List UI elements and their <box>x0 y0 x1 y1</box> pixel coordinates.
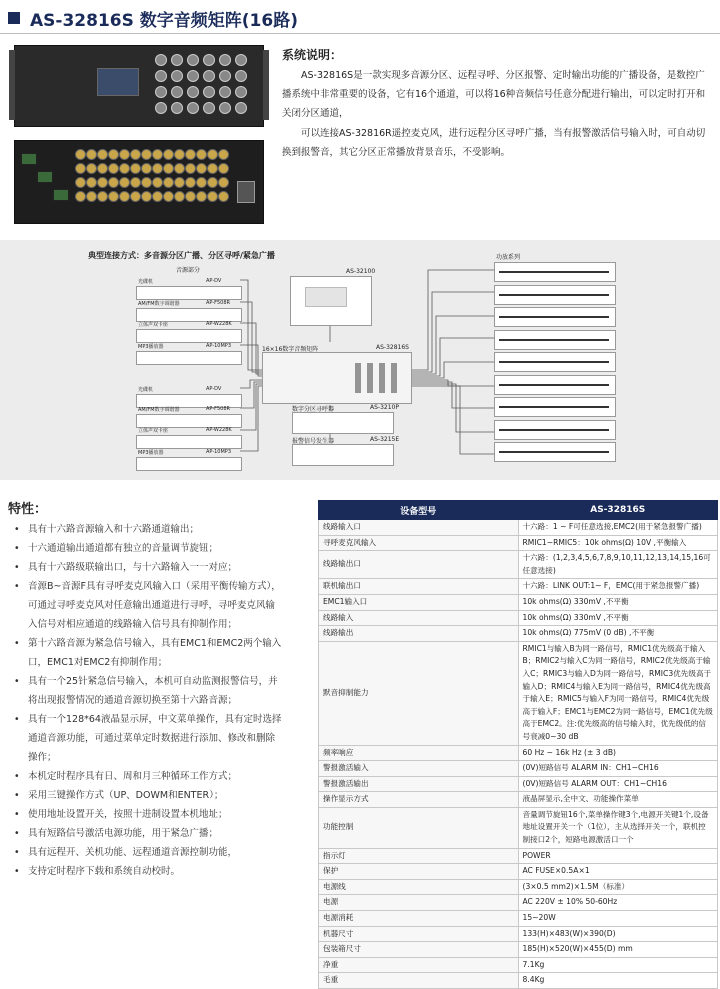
title-marker <box>8 12 20 24</box>
diagram-pager-model: AS-3210P <box>370 404 399 411</box>
device-front-image <box>14 45 264 127</box>
volume-knob-icon <box>187 70 199 82</box>
rca-jack-icon <box>75 177 86 188</box>
device-rear-image <box>14 140 264 224</box>
spec-value: 音量调节旋钮16个,菜单操作键3个,电源开关键1个,设备地址设置开关一个（1位），主从选择开关一个，联机控制接口2个，短路电源激活口一个 <box>518 807 718 848</box>
spec-value: 133(H)×483(W)×390(D) <box>518 926 718 942</box>
spec-key: 警报激活输出 <box>319 776 519 792</box>
spec-row <box>319 641 718 745</box>
spec-key: 电源 <box>319 895 519 911</box>
volume-knob-icon <box>235 86 247 98</box>
rca-jack-icon <box>152 177 163 188</box>
spec-header-value: AS-32816S <box>518 501 718 520</box>
feature-item: • 具有十六路级联输出口，与十六路输入一一对应； <box>8 558 282 577</box>
spec-value: 10k ohms(Ω) 330mV ,不平衡 <box>518 610 718 626</box>
diagram-source-device <box>136 414 242 428</box>
title-divider <box>0 33 720 34</box>
device-lcd-screen <box>97 68 139 96</box>
diagram-source-name: AM/FM数字调谐器 <box>138 301 180 307</box>
rca-jack-icon <box>130 191 141 202</box>
spec-value: 60 Hz ~ 16k Hz (± 3 dB) <box>518 745 718 761</box>
spec-value: 15~20W <box>518 911 718 927</box>
spec-key: 默音抑制能力 <box>319 641 519 745</box>
diagram-amplifier <box>494 285 616 305</box>
diagram-source-device <box>136 351 242 365</box>
spec-row <box>319 610 718 626</box>
spec-row <box>319 626 718 642</box>
diagram-amplifier <box>494 375 616 395</box>
rca-jack-icon <box>141 177 152 188</box>
diagram-source-model: AP-W228K <box>206 427 232 433</box>
rca-jack-icon <box>163 191 174 202</box>
volume-knob-icon <box>171 54 183 66</box>
spec-key: 频率响应 <box>319 745 519 761</box>
spec-value: AC 220V ± 10% 50-60Hz <box>518 895 718 911</box>
feature-item: • 具有远程开、关机功能、远程通道音源控制功能， <box>8 843 282 862</box>
diagram-source-device <box>136 435 242 449</box>
diagram-source-name: MP3播放器 <box>138 344 164 350</box>
rca-jack-icon <box>119 191 130 202</box>
feature-item: • 具有一个128*64液晶显示屏，中文菜单操作，具有定时选择通道音源功能，可通过菜单定时数据进行添加、修改和删除操作； <box>8 710 282 767</box>
spec-key: 联机输出口 <box>319 579 519 595</box>
rca-jack-icon <box>130 149 141 160</box>
diagram-amp-label: 功放系列 <box>496 254 521 261</box>
rca-jack-icon <box>185 149 196 160</box>
volume-knob-icon <box>187 102 199 114</box>
rca-jack-icon <box>86 191 97 202</box>
spec-key: 电源线 <box>319 879 519 895</box>
spec-key: 净重 <box>319 957 519 973</box>
rca-jack-icon <box>152 191 163 202</box>
spec-row <box>319 942 718 958</box>
rca-jack-icon <box>218 163 229 174</box>
spec-key: 警报激活输入 <box>319 761 519 777</box>
volume-knob-icon <box>187 86 199 98</box>
spec-value: 185(H)×520(W)×455(D) mm <box>518 942 718 958</box>
terminal-block-icon <box>53 189 69 201</box>
feature-item: • 具有十六路音源输入和十六路通道输出； <box>8 520 282 539</box>
spec-row <box>319 807 718 848</box>
rca-jack-icon <box>86 163 97 174</box>
diagram-remote-model: AS-32100 <box>346 268 376 275</box>
diagram-source-name: 立体声双卡座 <box>138 322 169 328</box>
feature-item: • 音源B~音源F具有寻呼麦克风输入口（采用平衡传输方式），可通过寻呼麦克风对任意输出通道进行寻呼，寻呼麦克风输入信号对相应通道的线路输入信号具有抑制作用； <box>8 577 282 634</box>
volume-knob-icon <box>155 86 167 98</box>
spec-value: POWER <box>518 848 718 864</box>
spec-row <box>319 973 718 989</box>
rca-jack-icon <box>152 149 163 160</box>
spec-row <box>319 551 718 579</box>
volume-knob-icon <box>171 86 183 98</box>
diagram-source-model: AP-10MP3 <box>206 343 232 349</box>
diagram-amplifier <box>494 442 616 462</box>
diagram-source-device <box>136 308 242 322</box>
diagram-source-device <box>136 286 242 300</box>
volume-knob-icon <box>171 102 183 114</box>
feature-item: • 使用地址设置开关，按照十进制设置本机地址； <box>8 805 282 824</box>
spec-key: 线路输出 <box>319 626 519 642</box>
rca-jack-icon <box>163 149 174 160</box>
diagram-amplifier <box>494 307 616 327</box>
spec-key: 线路输出口 <box>319 551 519 579</box>
rca-jack-icon <box>141 149 152 160</box>
rca-jack-icon <box>207 149 218 160</box>
spec-row <box>319 792 718 808</box>
diagram-pager-device <box>292 412 394 434</box>
spec-value: 十六路：(1,2,3,4,5,6,7,8,9,10,11,12,13,14,15,16可任意选接) <box>518 551 718 579</box>
rca-jack-icon <box>185 177 196 188</box>
rca-jack-icon <box>218 191 229 202</box>
system-paragraph-1: AS-32816S是一款实现多音源分区、远程寻呼、分区报警、定时输出功能的广播设备，是数控广播系统中非常重要的设备，它有16个通道，可以将16种音频信号任意分配进行输出，可以定时打开和关闭分区通道， <box>282 70 706 119</box>
volume-knob-icon <box>219 70 231 82</box>
spec-row <box>319 579 718 595</box>
diagram-source-model: AP-F508R <box>206 300 231 306</box>
spec-value: (3×0.5 mm2)×1.5M（标准） <box>518 879 718 895</box>
diagram-source-device <box>136 457 242 471</box>
spec-row <box>319 895 718 911</box>
rca-jack-icon <box>163 177 174 188</box>
rca-jack-icon <box>141 191 152 202</box>
rca-jack-icon <box>108 149 119 160</box>
rack-ear-left <box>9 50 15 120</box>
spec-key: 包装箱尺寸 <box>319 942 519 958</box>
rca-jack-icon <box>108 177 119 188</box>
feature-item: • 具有短路信号激活电源功能，用于紧急广播； <box>8 824 282 843</box>
diagram-source-model: AP-10MP3 <box>206 449 232 455</box>
diagram-source-name: 立体声双卡座 <box>138 428 169 434</box>
features-list <box>8 520 282 881</box>
volume-knob-icon <box>219 102 231 114</box>
rca-jack-icon <box>207 163 218 174</box>
rca-jack-icon <box>141 163 152 174</box>
diagram-amplifier <box>494 330 616 350</box>
spec-key: 机器尺寸 <box>319 926 519 942</box>
volume-knobs <box>155 54 255 118</box>
page-title: AS-32816S 数字音频矩阵(16路) <box>30 11 298 31</box>
spec-value: AC FUSE×0.5A×1 <box>518 864 718 880</box>
rca-jack-icon <box>119 177 130 188</box>
diagram-remote-mic <box>290 276 372 326</box>
spec-value: (0V)短路信号 ALARM IN：CH1~CH16 <box>518 761 718 777</box>
diagram-alarm-label: 报警信号发生器 <box>292 438 335 445</box>
spec-key: 保护 <box>319 864 519 880</box>
spec-value: 液晶屏显示,全中文、功能操作菜单 <box>518 792 718 808</box>
volume-knob-icon <box>235 102 247 114</box>
spec-row <box>319 761 718 777</box>
volume-knob-icon <box>155 70 167 82</box>
diagram-title: 典型连接方式：多音源分区广播、分区寻呼/紧急广播 <box>88 251 275 260</box>
spec-row <box>319 879 718 895</box>
rca-jack-icon <box>86 177 97 188</box>
spec-value: 10k ohms(Ω) 330mV ,不平衡 <box>518 594 718 610</box>
volume-knob-icon <box>219 54 231 66</box>
rca-jack-icon <box>152 163 163 174</box>
terminal-block-icon <box>37 171 53 183</box>
rca-jack-icon <box>207 177 218 188</box>
spec-key: 指示灯 <box>319 848 519 864</box>
volume-knob-icon <box>171 70 183 82</box>
spec-key: 操作显示方式 <box>319 792 519 808</box>
diagram-source-model: AP-W228K <box>206 321 232 327</box>
spec-key: 线路输入 <box>319 610 519 626</box>
diagram-amplifier <box>494 262 616 282</box>
diagram-source-model: AP-DV <box>206 278 222 284</box>
rca-jack-icon <box>97 149 108 160</box>
spec-value: RMIC1与输入B为同一路信号，RMIC1优先级高于输入B；RMIC2与输入C为同一路信号，RMIC2优先级高于输入C；RMIC3与输入D为同一路信号，RMIC3优先级高于输入D；RMIC4与输入E为同一路信号，RMIC4优先级高于输入E；RMIC5与输入F为同一路信号，RMIC4优先级高于输入F；EMC1与EMC2为同一路信号，EMC1优先级高于EMC2。注:优先级高的信号输入时，优先级低的信号衰减0~30 dB <box>518 641 718 745</box>
diagram-amplifier <box>494 352 616 372</box>
spec-value: 7.1Kg <box>518 957 718 973</box>
feature-item: • 采用三键操作方式（UP、DOWM和ENTER）； <box>8 786 282 805</box>
spec-table <box>318 500 718 989</box>
spec-key: 功能控制 <box>319 807 519 848</box>
volume-knob-icon <box>203 54 215 66</box>
diagram-source-name: 光碟机 <box>138 279 154 285</box>
diagram-source-model: AP-F508R <box>206 406 231 412</box>
spec-row <box>319 848 718 864</box>
spec-row <box>319 926 718 942</box>
diagram-amplifier <box>494 420 616 440</box>
rca-jack-icon <box>185 191 196 202</box>
rca-jack-icon <box>174 163 185 174</box>
volume-knob-icon <box>155 54 167 66</box>
rca-jack-icon <box>163 163 174 174</box>
rca-jack-icon <box>185 163 196 174</box>
rca-jack-icon <box>97 163 108 174</box>
rca-jack-icon <box>130 163 141 174</box>
rack-ear-right <box>263 50 269 120</box>
rca-jack-icon <box>97 177 108 188</box>
rca-jack-icon <box>119 149 130 160</box>
feature-item: • 支持定时程序下载和系统自动校时。 <box>8 862 282 881</box>
feature-item: • 本机定时程序具有日、周和月三种循环工作方式； <box>8 767 282 786</box>
spec-value: (0V)短路信号 ALARM OUT：CH1~CH16 <box>518 776 718 792</box>
feature-item: • 具有一个25针紧急信号输入，本机可自动监测报警信号，并将出现报警情况的通道音源切换至第十六路音源； <box>8 672 282 710</box>
rca-jack-icon <box>174 177 185 188</box>
rca-jack-icon <box>108 163 119 174</box>
spec-value: 10k ohms(Ω) 775mV (0 dB) ,不平衡 <box>518 626 718 642</box>
volume-knob-icon <box>203 86 215 98</box>
diagram-source-name: MP3播放器 <box>138 450 164 456</box>
rca-jack-icon <box>174 149 185 160</box>
volume-knob-icon <box>235 54 247 66</box>
rca-jack-icon <box>196 163 207 174</box>
spec-key: 线路输入口 <box>319 520 519 536</box>
volume-knob-icon <box>203 70 215 82</box>
spec-row <box>319 911 718 927</box>
volume-knob-icon <box>235 70 247 82</box>
spec-row <box>319 776 718 792</box>
spec-header-key: 设备型号 <box>319 501 519 520</box>
spec-row <box>319 957 718 973</box>
diagram-source-name: 光碟机 <box>138 387 154 393</box>
diagram-source-label: 音源部分 <box>176 267 201 274</box>
diagram-matrix-device <box>262 352 412 404</box>
rca-jack-icon <box>108 191 119 202</box>
volume-knob-icon <box>203 102 215 114</box>
rca-jack-icon <box>196 191 207 202</box>
diagram-pager-label: 数字分区寻呼器 <box>292 406 335 413</box>
spec-key: 电源消耗 <box>319 911 519 927</box>
rca-jack-icon <box>75 163 86 174</box>
diagram-matrix-model: AS-32816S <box>376 344 409 351</box>
volume-knob-icon <box>187 54 199 66</box>
spec-row <box>319 745 718 761</box>
terminal-block-icon <box>21 153 37 165</box>
diagram-alarm-model: AS-3215E <box>370 436 400 443</box>
spec-row <box>319 594 718 610</box>
system-paragraph-2: 可以连接AS-32816R遥控麦克风，进行远程分区寻呼广播，当有报警激活信号输入时，可自动切换到报警音，其它分区正常播放背景音乐，不受影响。 <box>282 128 706 158</box>
rca-jack-icon <box>75 149 86 160</box>
spec-header-row <box>319 501 718 520</box>
power-socket-icon <box>237 181 255 203</box>
spec-row <box>319 535 718 551</box>
rca-jack-icon <box>75 191 86 202</box>
feature-item: • 第十六路音源为紧急信号输入，具有EMC1和EMC2两个输入口，EMC1对EMC2有抑制作用； <box>8 634 282 672</box>
diagram-source-device <box>136 329 242 343</box>
rca-jack-icon <box>86 149 97 160</box>
diagram-alarm-device <box>292 444 394 466</box>
rca-jack-icon <box>207 191 218 202</box>
rca-jack-icon <box>174 191 185 202</box>
spec-value: 十六路：1 ~ F可任意选接,EMC2(用于紧急报警广播) <box>518 520 718 536</box>
feature-item: • 十六通道输出通道都有独立的音量调节旋钮； <box>8 539 282 558</box>
spec-value: RMIC1~RMIC5：10k ohms(Ω) 10V ,平衡输入 <box>518 535 718 551</box>
rca-jack-icon <box>218 177 229 188</box>
spec-row <box>319 520 718 536</box>
rca-jack-icon <box>130 177 141 188</box>
spec-value: 8.4Kg <box>518 973 718 989</box>
spec-value: 十六路：LINK OUT:1~ F，EMC(用于紧急报警广播) <box>518 579 718 595</box>
rca-jack-icon <box>97 191 108 202</box>
rca-jack-icon <box>119 163 130 174</box>
system-heading: 系统说明： <box>282 48 343 62</box>
rca-jack-icon <box>218 149 229 160</box>
rca-jack-icon <box>196 149 207 160</box>
rca-jack-icon <box>196 177 207 188</box>
spec-key: EMC1输入口 <box>319 594 519 610</box>
volume-knob-icon <box>155 102 167 114</box>
diagram-source-name: AM/FM数字调谐器 <box>138 407 180 413</box>
spec-row <box>319 864 718 880</box>
spec-key: 寻呼麦克风输入 <box>319 535 519 551</box>
features-heading: 特性： <box>8 502 48 517</box>
spec-key: 毛重 <box>319 973 519 989</box>
diagram-amplifier <box>494 397 616 417</box>
diagram-matrix-label: 16×16数字音频矩阵 <box>262 346 319 353</box>
volume-knob-icon <box>219 86 231 98</box>
diagram-source-model: AP-DV <box>206 386 222 392</box>
